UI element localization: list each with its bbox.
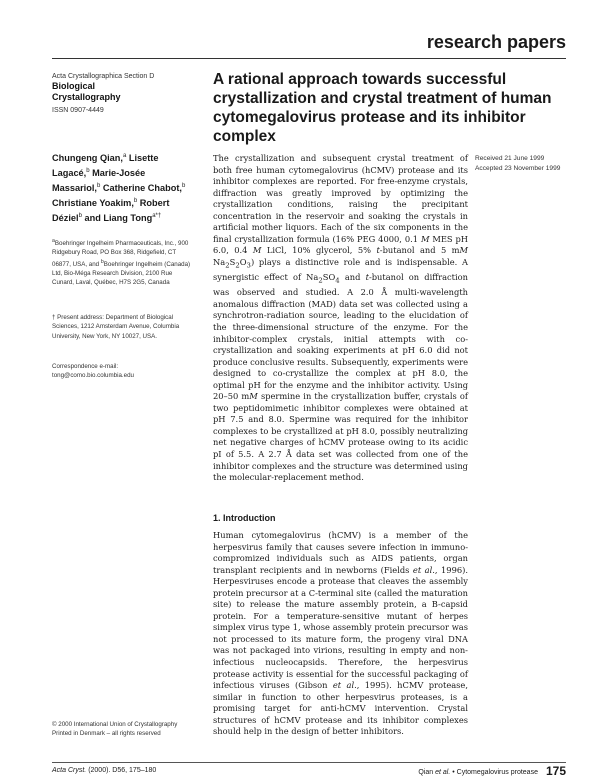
intro-italic: et al. xyxy=(332,680,357,691)
affiliation-a: Boehringer Ingelheim Pharmaceuticals, Inc., 900 Ridgebury Road, PO Box 368, Ridgefield, CT 06877, USA, and xyxy=(52,240,189,268)
footer-running-head xyxy=(418,764,566,778)
author: Liang Tong xyxy=(103,213,153,224)
affiliation-b: Boehringer Ingelheim (Canada) Ltd, Bio-Méga Research Division, 2100 Rue Cunard, Laval, Québec, H7S 2G5, Canada xyxy=(52,260,191,287)
author-sup: b xyxy=(181,183,186,190)
copyright xyxy=(52,720,202,738)
section-label: research papers xyxy=(426,32,566,52)
header-rule xyxy=(52,58,566,59)
author: Christiane Yoakim, xyxy=(52,198,134,209)
abstract-text: ) plays a distinctive role and is indispensable. A synergistic effect of Na xyxy=(213,256,468,283)
abstract-italic: t xyxy=(376,245,380,256)
abstract-text: LiCl, 10% glycerol, 5% xyxy=(266,245,371,256)
footer-title: • Cytomegalovirus protease xyxy=(452,769,538,776)
affiliations xyxy=(52,237,192,288)
abstract-text: -butanol and 5 m xyxy=(379,245,460,256)
intro-text: Human cytomegalovirus (hCMV) is a member of the herpesvirus family that causes severe infection in immuno-compromized individuals such as AIDS patients, organ transplant recipients and in newborns (Fields xyxy=(213,530,468,575)
author-list xyxy=(52,150,192,225)
author-sup: b xyxy=(96,183,101,190)
abstract-italic: M xyxy=(459,245,469,256)
abstract-sub: 2 xyxy=(235,261,240,270)
printed-line: Printed in Denmark – all rights reserved xyxy=(52,730,161,737)
abstract-text: and xyxy=(344,272,361,283)
author-and: and xyxy=(84,213,101,224)
abstract-sub: 2 xyxy=(225,261,230,270)
intro-text: , 1995). hCMV protease, similar in function to other herpesvirus proteases, is a promising target for anti-hCMV intervention. Crystal structures of hCMV protease and its inhibitor complexes should help in the design of better inhibitors. xyxy=(213,680,468,737)
author-sup: b xyxy=(86,168,90,175)
abstract-text: -butanol on diffraction was observed and studied. A 2.0 Å multi-wavelength anomalous diffraction (MAD) data set was collected using a synchrotron-radiation source, leading to the elucidation of the three-dimensional structure of the enzyme. For the inhibitor-complex crystals, initial attempts with co-crystallization and soaking experiments at pH 6.0 did not produce conclusive results. Subsequently, experiments were designed to co-crystallize the complex at pH 8.0, the optimal pH for the enzyme and the inhibitor activity. Using 20–50 m xyxy=(213,272,469,402)
journal-series: Acta Crystallographica Section D xyxy=(52,73,155,80)
page-number: 175 xyxy=(545,764,566,778)
aff-sup: b xyxy=(100,258,104,265)
journal-issn: ISSN 0907-4449 xyxy=(52,107,104,114)
section-heading: 1. Introduction xyxy=(213,513,276,523)
author-sup: a xyxy=(122,153,127,159)
abstract-sub: 2 xyxy=(318,276,323,285)
footer-rule xyxy=(52,762,566,763)
abstract xyxy=(213,153,468,484)
abstract-italic: M xyxy=(420,233,430,244)
copyright-line: © 2000 International Union of Crystallography xyxy=(52,721,178,728)
introduction-text xyxy=(213,530,468,738)
received-date: Received 21 June 1999 xyxy=(475,155,545,162)
footer-etal: et al. xyxy=(435,769,451,776)
footer-author: Qian xyxy=(418,769,434,776)
journal-name-line1: Biological xyxy=(52,81,96,91)
intro-text: , 1996). Herpesviruses encode a protease that cleaves the assembly protein precursor at a C-terminal site (called the maturation site) to release the mature assembly protein, a B-capsid protein. For a temperature-sensitive mutant of herpes simplex virus type 1, whose assembly protein precursor was not processed to its mature form, the progeny viral DNA was not packaged into virions, resulting in empty and non-infectious nucleocapsids. Therefore, the herpesvirus protease activity is essential for the successful packaging of infectious viruses (Gibson xyxy=(213,564,468,691)
abstract-text: Na xyxy=(213,256,226,267)
corr-email[interactable]: tong@como.bio.columbia.edu xyxy=(52,372,134,380)
journal-name-line2: Crystallography xyxy=(52,92,121,102)
abstract-sub: 4 xyxy=(335,276,340,285)
abstract-text: spermine in the crystallization buffer, crystals of two peptidomimetic inhibitor complexes were obtained at pH 7.5 and 8.0. Spermine was required for the inhibitor complexes to be crystallized at pH 8.0, possibly neutralizing net negative charges of hCMV protease owing to its acidic pI of 5.5. A 2.7 Å data set was collected from one of the inhibitor complexes and the structure was determined using the molecular-replacement method. xyxy=(213,391,469,483)
abstract-sub: 3 xyxy=(246,261,251,270)
corr-label: Correspondence e-mail: xyxy=(52,363,119,370)
accepted-date: Accepted 23 November 1999 xyxy=(475,165,561,172)
journal-block xyxy=(52,72,192,115)
abstract-italic: t xyxy=(365,272,369,283)
abstract-italic: M xyxy=(252,245,262,256)
abstract-text: MES pH 6.0, 0.4 xyxy=(213,233,469,256)
author: Marie-Josée Massariol, xyxy=(52,168,146,194)
author-sup: b xyxy=(78,213,82,220)
intro-italic: et al. xyxy=(412,564,435,575)
author-sup: a*† xyxy=(152,213,162,220)
abstract-italic: M xyxy=(249,391,258,402)
author: Chungeng Qian, xyxy=(52,153,123,164)
dates xyxy=(475,154,575,174)
abstract-text: O xyxy=(239,256,247,267)
article-title: A rational approach towards successful crystallization and crystal treatment of human cytomegalovirus protease and its inhibitor complex xyxy=(213,71,552,145)
abstract-text: S xyxy=(229,256,236,267)
correspondence xyxy=(52,362,192,381)
footer-volume: (2000). D56, 175–180 xyxy=(88,767,157,774)
footer-journal: Acta Cryst. xyxy=(52,767,87,774)
abstract-text: SO xyxy=(322,272,336,283)
abstract-text: The crystallization and subsequent crystal treatment of both free human cytomegalovirus (hCMV) protease and its inhibitor complexes are reported. For free-enzyme crystals, diffraction was greatly improved by optimizing the crystallization conditions, raising the precipitant concentration in the reservoir and soaking the crystals in artificial mother liquors. Each of the six components in the final crystallization formula (16% PEG 4000, 0.1 xyxy=(213,153,468,244)
author-sup: b xyxy=(133,198,138,205)
present-address: † Present address: Department of Biological Sciences, 1212 Amsterdam Avenue, Columbia University, New York, NY 10027, USA. xyxy=(52,314,180,340)
author: Catherine Chabot, xyxy=(102,183,182,194)
author: Lisette Lagacé, xyxy=(52,153,159,179)
aff-sup: a xyxy=(52,238,55,244)
footer-citation xyxy=(52,767,156,774)
author: Robert Déziel xyxy=(52,198,170,224)
